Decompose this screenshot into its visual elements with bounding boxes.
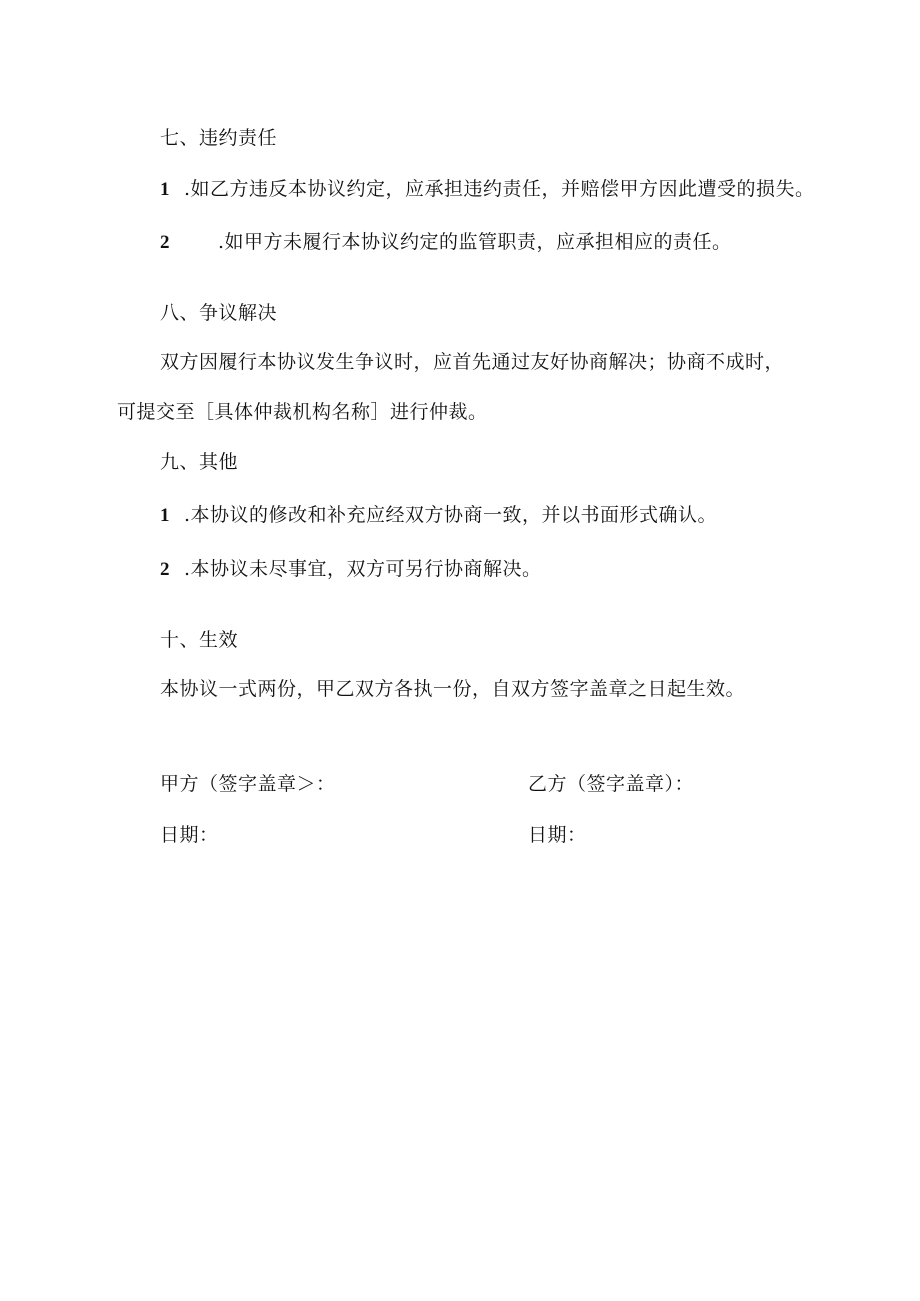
section-heading-dispute: 八、争议解决 — [160, 302, 278, 324]
dispute-paragraph-line-1: 双方因履行本协议发生争议时，应首先通过友好协商解决；协商不成时， — [160, 351, 785, 373]
section-heading-breach: 七、违约责任 — [160, 127, 278, 149]
other-item-1-text: .本协议的修改和补充应经双方协商一致，并以书面形式确认。 — [184, 504, 718, 526]
breach-item-2-text: .如甲方未履行本协议约定的监管职责，应承担相应的责任。 — [218, 231, 732, 253]
dispute-paragraph-line-2: 可提交至［具体仲裁机构名称］进行仲裁。 — [117, 401, 488, 423]
other-item-1-number: 1 — [160, 505, 170, 526]
party-b-date-label: 日期： — [528, 824, 587, 846]
effect-paragraph: 本协议一式两份，甲乙双方各执一份，自双方签字盖章之日起生效。 — [160, 678, 746, 700]
section-heading-other: 九、其他 — [160, 451, 239, 473]
breach-item-1 — [160, 177, 815, 202]
breach-item-1-text: .如乙方违反本协议约定，应承担违约责任，并赔偿甲方因此遭受的损失。 — [184, 178, 815, 200]
breach-item-1-number: 1 — [160, 179, 170, 200]
breach-item-2 — [160, 230, 732, 255]
other-item-2 — [160, 557, 542, 582]
breach-item-2-number: 2 — [160, 232, 170, 253]
section-heading-effect: 十、生效 — [160, 629, 239, 651]
party-b-signature-label: 乙方（签字盖章）： — [528, 773, 695, 795]
other-item-2-text: .本协议未尽事宜，双方可另行协商解决。 — [184, 558, 542, 580]
party-a-date-label: 日期： — [160, 824, 219, 846]
party-a-signature-label: 甲方（签字盖章＞： — [160, 773, 336, 795]
other-item-1 — [160, 503, 717, 528]
other-item-2-number: 2 — [160, 559, 170, 580]
